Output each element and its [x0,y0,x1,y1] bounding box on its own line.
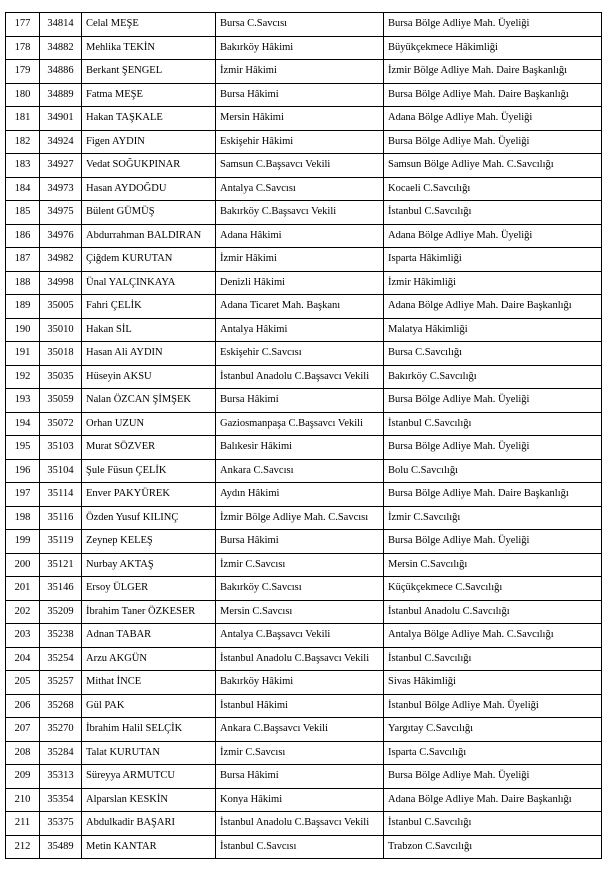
new-position-cell: İstanbul Anadolu C.Savcılığı [384,600,602,624]
sicil-number-cell: 35257 [40,671,82,695]
current-position-cell: İstanbul Hâkimi [216,694,384,718]
new-position-cell: Bursa Bölge Adliye Mah. Üyeliği [384,765,602,789]
name-cell: Enver PAKYÜREK [82,483,216,507]
new-position-cell: Antalya Bölge Adliye Mah. C.Savcılığı [384,624,602,648]
sicil-number-cell: 34889 [40,83,82,107]
new-position-cell: Bursa Bölge Adliye Mah. Daire Başkanlığı [384,483,602,507]
name-cell: Berkant ŞENGEL [82,60,216,84]
name-cell: Hakan SİL [82,318,216,342]
row-number-cell: 207 [6,718,40,742]
new-position-cell: İzmir Bölge Adliye Mah. Daire Başkanlığı [384,60,602,84]
name-cell: Hasan Ali AYDIN [82,342,216,366]
row-number-cell: 201 [6,577,40,601]
current-position-cell: Mersin Hâkimi [216,107,384,131]
sicil-number-cell: 34901 [40,107,82,131]
table-row [6,271,602,295]
table-row [6,436,602,460]
current-position-cell: Konya Hâkimi [216,788,384,812]
new-position-cell: Büyükçekmece Hâkimliği [384,36,602,60]
sicil-number-cell: 34973 [40,177,82,201]
table-row [6,389,602,413]
table-row [6,741,602,765]
table-row [6,600,602,624]
row-number-cell: 184 [6,177,40,201]
name-cell: Hakan TAŞKALE [82,107,216,131]
new-position-cell: Malatya Hâkimliği [384,318,602,342]
table-row [6,365,602,389]
row-number-cell: 197 [6,483,40,507]
sicil-number-cell: 35354 [40,788,82,812]
row-number-cell: 185 [6,201,40,225]
new-position-cell: Sivas Hâkimliği [384,671,602,695]
current-position-cell: İstanbul C.Savcısı [216,835,384,859]
current-position-cell: Bakırköy C.Başsavcı Vekili [216,201,384,225]
row-number-cell: 179 [6,60,40,84]
row-number-cell: 182 [6,130,40,154]
name-cell: Hüseyin AKSU [82,365,216,389]
table-row [6,342,602,366]
name-cell: Ünal YALÇINKAYA [82,271,216,295]
new-position-cell: İstanbul C.Savcılığı [384,412,602,436]
name-cell: Talat KURUTAN [82,741,216,765]
row-number-cell: 212 [6,835,40,859]
row-number-cell: 189 [6,295,40,319]
row-number-cell: 177 [6,13,40,37]
current-position-cell: Denizli Hâkimi [216,271,384,295]
name-cell: Abdulkadir BAŞARI [82,812,216,836]
sicil-number-cell: 34975 [40,201,82,225]
current-position-cell: Bakırköy Hâkimi [216,36,384,60]
sicil-number-cell: 34998 [40,271,82,295]
name-cell: Murat SÖZVER [82,436,216,460]
sicil-number-cell: 35209 [40,600,82,624]
sicil-number-cell: 35270 [40,718,82,742]
current-position-cell: Mersin C.Savcısı [216,600,384,624]
row-number-cell: 194 [6,412,40,436]
new-position-cell: İstanbul Bölge Adliye Mah. Üyeliği [384,694,602,718]
name-cell: Çiğdem KURUTAN [82,248,216,272]
table-row [6,107,602,131]
new-position-cell: Trabzon C.Savcılığı [384,835,602,859]
table-row [6,718,602,742]
current-position-cell: Antalya Hâkimi [216,318,384,342]
sicil-number-cell: 35104 [40,459,82,483]
table-row [6,60,602,84]
new-position-cell: Bursa Bölge Adliye Mah. Daire Başkanlığı [384,83,602,107]
name-cell: Orhan UZUN [82,412,216,436]
table-row [6,765,602,789]
table-row [6,530,602,554]
name-cell: İbrahim Taner ÖZKESER [82,600,216,624]
new-position-cell: İzmir Hâkimliği [384,271,602,295]
table-row [6,553,602,577]
current-position-cell: İzmir C.Savcısı [216,741,384,765]
name-cell: Arzu AKGÜN [82,647,216,671]
row-number-cell: 195 [6,436,40,460]
sicil-number-cell: 35116 [40,506,82,530]
sicil-number-cell: 35284 [40,741,82,765]
new-position-cell: Kocaeli C.Savcılığı [384,177,602,201]
current-position-cell: Gaziosmanpaşa C.Başsavcı Vekili [216,412,384,436]
table-row [6,483,602,507]
new-position-cell: Adana Bölge Adliye Mah. Üyeliği [384,107,602,131]
new-position-cell: Bursa Bölge Adliye Mah. Üyeliği [384,13,602,37]
new-position-cell: Adana Bölge Adliye Mah. Daire Başkanlığı [384,295,602,319]
current-position-cell: Bursa Hâkimi [216,530,384,554]
current-position-cell: Bursa Hâkimi [216,83,384,107]
row-number-cell: 211 [6,812,40,836]
name-cell: Fahri ÇELİK [82,295,216,319]
new-position-cell: İstanbul C.Savcılığı [384,812,602,836]
new-position-cell: Bakırköy C.Savcılığı [384,365,602,389]
name-cell: Fatma MEŞE [82,83,216,107]
table-row [6,694,602,718]
sicil-number-cell: 34814 [40,13,82,37]
row-number-cell: 205 [6,671,40,695]
appointment-table [5,12,602,859]
new-position-cell: Isparta Hâkimliği [384,248,602,272]
row-number-cell: 202 [6,600,40,624]
row-number-cell: 180 [6,83,40,107]
row-number-cell: 191 [6,342,40,366]
sicil-number-cell: 35119 [40,530,82,554]
name-cell: Şule Füsun ÇELİK [82,459,216,483]
current-position-cell: Adana Hâkimi [216,224,384,248]
name-cell: Alparslan KESKİN [82,788,216,812]
sicil-number-cell: 35121 [40,553,82,577]
sicil-number-cell: 35489 [40,835,82,859]
sicil-number-cell: 35146 [40,577,82,601]
row-number-cell: 203 [6,624,40,648]
name-cell: Gül PAK [82,694,216,718]
new-position-cell: İzmir C.Savcılığı [384,506,602,530]
current-position-cell: İzmir Hâkimi [216,248,384,272]
current-position-cell: Aydın Hâkimi [216,483,384,507]
new-position-cell: Bursa Bölge Adliye Mah. Üyeliği [384,130,602,154]
name-cell: Adnan TABAR [82,624,216,648]
new-position-cell: İstanbul C.Savcılığı [384,647,602,671]
row-number-cell: 210 [6,788,40,812]
row-number-cell: 178 [6,36,40,60]
table-row [6,788,602,812]
current-position-cell: Bursa C.Savcısı [216,13,384,37]
sicil-number-cell: 34927 [40,154,82,178]
row-number-cell: 186 [6,224,40,248]
name-cell: Abdurrahman BALDIRAN [82,224,216,248]
table-row [6,506,602,530]
row-number-cell: 209 [6,765,40,789]
table-row [6,295,602,319]
name-cell: Mithat İNCE [82,671,216,695]
current-position-cell: Balıkesir Hâkimi [216,436,384,460]
table-row [6,201,602,225]
name-cell: Zeynep KELEŞ [82,530,216,554]
current-position-cell: İstanbul Anadolu C.Başsavcı Vekili [216,647,384,671]
row-number-cell: 187 [6,248,40,272]
row-number-cell: 192 [6,365,40,389]
sicil-number-cell: 34924 [40,130,82,154]
row-number-cell: 188 [6,271,40,295]
new-position-cell: Küçükçekmece C.Savcılığı [384,577,602,601]
name-cell: Figen AYDIN [82,130,216,154]
table-row [6,647,602,671]
sicil-number-cell: 34976 [40,224,82,248]
sicil-number-cell: 34886 [40,60,82,84]
name-cell: Ersoy ÜLGER [82,577,216,601]
current-position-cell: Ankara C.Başsavcı Vekili [216,718,384,742]
new-position-cell: Adana Bölge Adliye Mah. Üyeliği [384,224,602,248]
row-number-cell: 198 [6,506,40,530]
table-row [6,318,602,342]
name-cell: Celal MEŞE [82,13,216,37]
sicil-number-cell: 35010 [40,318,82,342]
table-row [6,154,602,178]
new-position-cell: Bursa C.Savcılığı [384,342,602,366]
current-position-cell: Eskişehir C.Savcısı [216,342,384,366]
name-cell: Metin KANTAR [82,835,216,859]
row-number-cell: 206 [6,694,40,718]
sicil-number-cell: 35238 [40,624,82,648]
table-row [6,13,602,37]
row-number-cell: 208 [6,741,40,765]
table-row [6,835,602,859]
current-position-cell: Bakırköy C.Savcısı [216,577,384,601]
new-position-cell: Yargıtay C.Savcılığı [384,718,602,742]
name-cell: Bülent GÜMÜŞ [82,201,216,225]
sicil-number-cell: 35018 [40,342,82,366]
current-position-cell: İzmir C.Savcısı [216,553,384,577]
table-row [6,177,602,201]
current-position-cell: Samsun C.Başsavcı Vekili [216,154,384,178]
sicil-number-cell: 35313 [40,765,82,789]
sicil-number-cell: 35254 [40,647,82,671]
new-position-cell: Isparta C.Savcılığı [384,741,602,765]
sicil-number-cell: 35375 [40,812,82,836]
sicil-number-cell: 34882 [40,36,82,60]
name-cell: Özden Yusuf KILINÇ [82,506,216,530]
row-number-cell: 193 [6,389,40,413]
table-row [6,812,602,836]
new-position-cell: Adana Bölge Adliye Mah. Daire Başkanlığı [384,788,602,812]
current-position-cell: Bursa Hâkimi [216,389,384,413]
new-position-cell: Mersin C.Savcılığı [384,553,602,577]
table-row [6,624,602,648]
sicil-number-cell: 35103 [40,436,82,460]
row-number-cell: 196 [6,459,40,483]
row-number-cell: 204 [6,647,40,671]
table-row [6,412,602,436]
row-number-cell: 183 [6,154,40,178]
table-row [6,224,602,248]
current-position-cell: Antalya C.Başsavcı Vekili [216,624,384,648]
row-number-cell: 200 [6,553,40,577]
new-position-cell: Samsun Bölge Adliye Mah. C.Savcılığı [384,154,602,178]
current-position-cell: Bursa Hâkimi [216,765,384,789]
row-number-cell: 190 [6,318,40,342]
table-row [6,130,602,154]
name-cell: Nurbay AKTAŞ [82,553,216,577]
current-position-cell: Ankara C.Savcısı [216,459,384,483]
current-position-cell: Antalya C.Savcısı [216,177,384,201]
name-cell: Vedat SOĞUKPINAR [82,154,216,178]
table-row [6,248,602,272]
name-cell: Nalan ÖZCAN ŞİMŞEK [82,389,216,413]
current-position-cell: İzmir Bölge Adliye Mah. C.Savcısı [216,506,384,530]
table-row [6,671,602,695]
name-cell: Hasan AYDOĞDU [82,177,216,201]
name-cell: Mehlika TEKİN [82,36,216,60]
sicil-number-cell: 35268 [40,694,82,718]
table-row [6,36,602,60]
new-position-cell: Bolu C.Savcılığı [384,459,602,483]
name-cell: Süreyya ARMUTCU [82,765,216,789]
sicil-number-cell: 35035 [40,365,82,389]
new-position-cell: İstanbul C.Savcılığı [384,201,602,225]
sicil-number-cell: 35114 [40,483,82,507]
row-number-cell: 199 [6,530,40,554]
row-number-cell: 181 [6,107,40,131]
current-position-cell: Bakırköy Hâkimi [216,671,384,695]
name-cell: İbrahim Halil SELÇİK [82,718,216,742]
sicil-number-cell: 35059 [40,389,82,413]
current-position-cell: Adana Ticaret Mah. Başkanı [216,295,384,319]
current-position-cell: İstanbul Anadolu C.Başsavcı Vekili [216,812,384,836]
sicil-number-cell: 35005 [40,295,82,319]
table-row [6,83,602,107]
table-row [6,577,602,601]
current-position-cell: Eskişehir Hâkimi [216,130,384,154]
sicil-number-cell: 35072 [40,412,82,436]
current-position-cell: İstanbul Anadolu C.Başsavcı Vekili [216,365,384,389]
table-row [6,459,602,483]
new-position-cell: Bursa Bölge Adliye Mah. Üyeliği [384,389,602,413]
sicil-number-cell: 34982 [40,248,82,272]
new-position-cell: Bursa Bölge Adliye Mah. Üyeliği [384,530,602,554]
current-position-cell: İzmir Hâkimi [216,60,384,84]
new-position-cell: Bursa Bölge Adliye Mah. Üyeliği [384,436,602,460]
table-body [6,13,602,859]
